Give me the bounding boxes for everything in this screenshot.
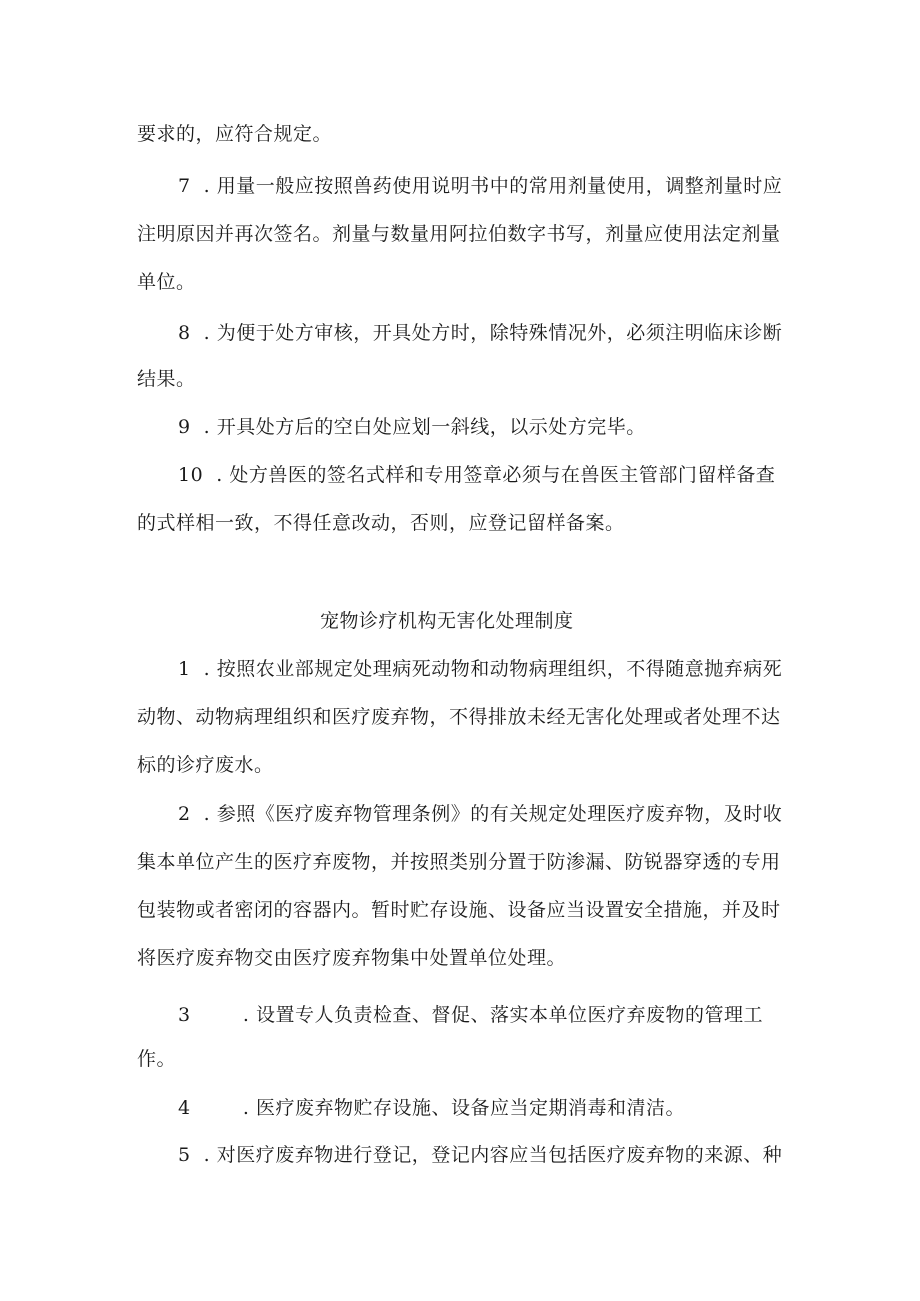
section-title: 宠物诊疗机构无害化处理制度 xyxy=(320,610,574,632)
rule-1-line-1: 1 . 按照农业部规定处理病死动物和动物病理组织，不得随意抛弃病死 xyxy=(178,658,783,680)
rule-1-line-2: 动物、动物病理组织和医疗废弃物，不得排放未经无害化处理或者处理不达 xyxy=(137,706,781,728)
rule-2-line-4: 将医疗废弃物交由医疗废弃物集中处置单位处理。 xyxy=(137,947,567,969)
item-7-line-1: 7 . 用量一般应按照兽药使用说明书中的常用剂量使用，调整剂量时应 xyxy=(178,175,783,197)
rule-2-line-2: 集本单位产生的医疗弃废物，并按照类别分置于防渗漏、防锐器穿透的专用 xyxy=(137,851,781,873)
item-10-line-2: 的式样相一致，不得任意改动，否则，应登记留样备案。 xyxy=(137,512,625,534)
rule-2-line-3: 包装物或者密闭的容器内。暂时贮存设施、设备应当设置安全措施，并及时 xyxy=(137,899,781,921)
rule-4-line-1: 4 . 医疗废弃物贮存设施、设备应当定期消毒和清洁。 xyxy=(178,1097,685,1119)
rule-1-line-3: 标的诊疗废水。 xyxy=(137,754,274,776)
rule-3-line-1: 3 . 设置专人负责检查、督促、落实本单位医疗弃废物的管理工 xyxy=(178,1004,763,1026)
item-9-line-1: 9 . 开具处方后的空白处应划一斜线，以示处方完毕。 xyxy=(178,416,646,438)
item-8-line-2: 结果。 xyxy=(137,368,196,390)
rule-3-line-2: 作。 xyxy=(137,1048,177,1070)
rule-2-line-1: 2 . 参照《医疗废弃物管理条例》的有关规定处理医疗废弃物，及时收 xyxy=(178,803,783,825)
item-10-line-1: 10 . 处方兽医的签名式样和专用签章必须与在兽医主管部门留样备查 xyxy=(178,464,776,486)
item-7-line-2: 注明原因并再次签名。剂量与数量用阿拉伯数字书写，剂量应使用法定剂量 xyxy=(137,223,781,245)
item-7-line-3: 单位。 xyxy=(137,271,196,293)
rule-5-line-1: 5 . 对医疗废弃物进行登记，登记内容应当包括医疗废弃物的来源、种 xyxy=(178,1144,783,1166)
paragraph-continuation: 要求的，应符合规定。 xyxy=(137,123,333,145)
item-8-line-1: 8 . 为便于处方审核，开具处方时，除特殊情况外，必须注明临床诊断 xyxy=(178,322,783,344)
